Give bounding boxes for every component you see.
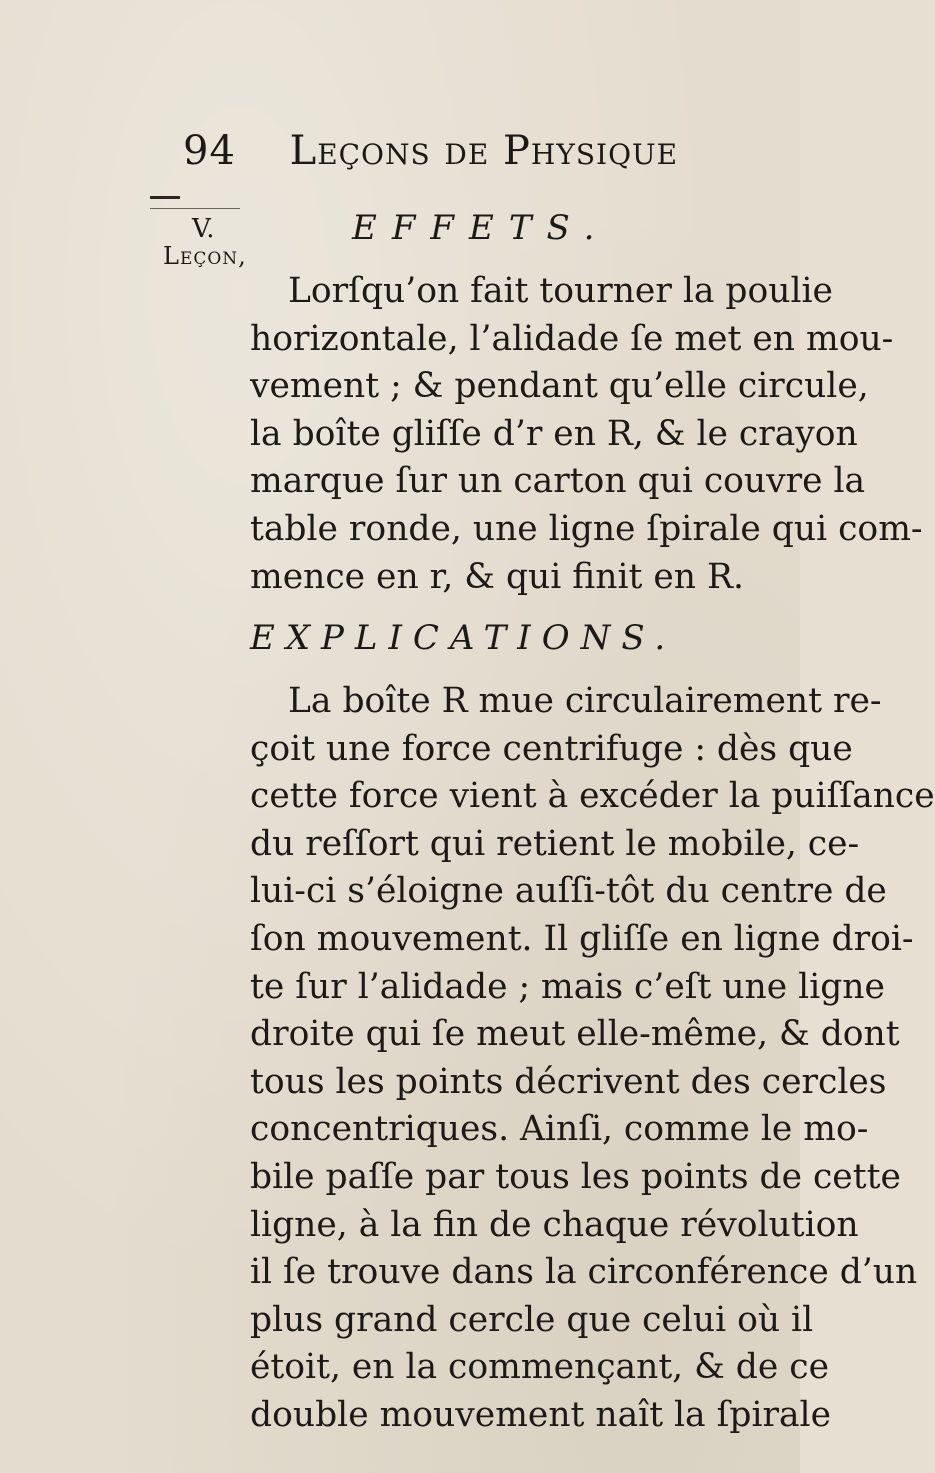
text-line: mence en r, & qui finit en R.: [250, 556, 744, 597]
text-line: table ronde, une ligne ſpirale qui com-: [250, 508, 923, 549]
margin-lesson-number: V.: [192, 214, 215, 244]
text-line: concentriques. Ainſi, comme le mo-: [250, 1109, 869, 1150]
text-line: il ſe trouve dans la circonférence d’un: [250, 1252, 918, 1293]
text-line: double mouvement naît la ſpirale: [250, 1394, 831, 1435]
text-line: ſon mouvement. Il gliſſe en ligne droi-: [250, 918, 914, 959]
text-line: çoit une force centrifuge : dès que: [250, 728, 853, 769]
text-line: plus grand cercle que celui où il: [250, 1299, 814, 1340]
text-line: bile paſſe par tous les points de cette: [250, 1156, 901, 1197]
paragraph-explications: [250, 678, 935, 1440]
page-number: 94: [183, 128, 236, 174]
text-line: du reſſort qui retient le mobile, ce-: [250, 823, 860, 864]
text-line: horizontale, l’alidade ſe met en mou-: [250, 318, 894, 359]
header-rule-thin: [150, 208, 240, 209]
section-heading-explications: EXPLICATIONS.: [250, 618, 677, 658]
text-line: te ſur l’alidade ; mais c’eſt une ligne: [250, 966, 885, 1007]
text-line: étoit, en la commençant, & de ce: [250, 1347, 830, 1388]
text-line: ligne, à la fin de chaque révolution: [250, 1204, 859, 1245]
text-line: tous les points décrivent des cercles: [250, 1061, 887, 1102]
section-heading-effets: EFFETS.: [352, 208, 610, 248]
paragraph-effets: [250, 268, 923, 601]
text-line: cette force vient à excéder la puiſſance: [250, 776, 935, 817]
text-line: la boîte gliſſe d’r en R, & le crayon: [250, 413, 858, 454]
margin-lesson-word: Leçon,: [163, 242, 247, 270]
running-header: [183, 128, 678, 174]
text-line: vement ; & pendant qu’elle circule,: [250, 366, 869, 407]
text-line: marque ſur un carton qui couvre la: [250, 461, 866, 502]
text-line: Lorſqu’on fait tourner la poulie: [288, 271, 833, 311]
header-rule-thick: [150, 196, 180, 199]
text-line: La boîte R mue circulairement re-: [288, 681, 882, 721]
text-line: lui-ci s’éloigne auſſi-tôt du centre de: [250, 871, 887, 912]
text-line: droite qui ſe meut elle-même, & dont: [250, 1014, 900, 1055]
running-title: Leçons de Physique: [289, 128, 679, 174]
